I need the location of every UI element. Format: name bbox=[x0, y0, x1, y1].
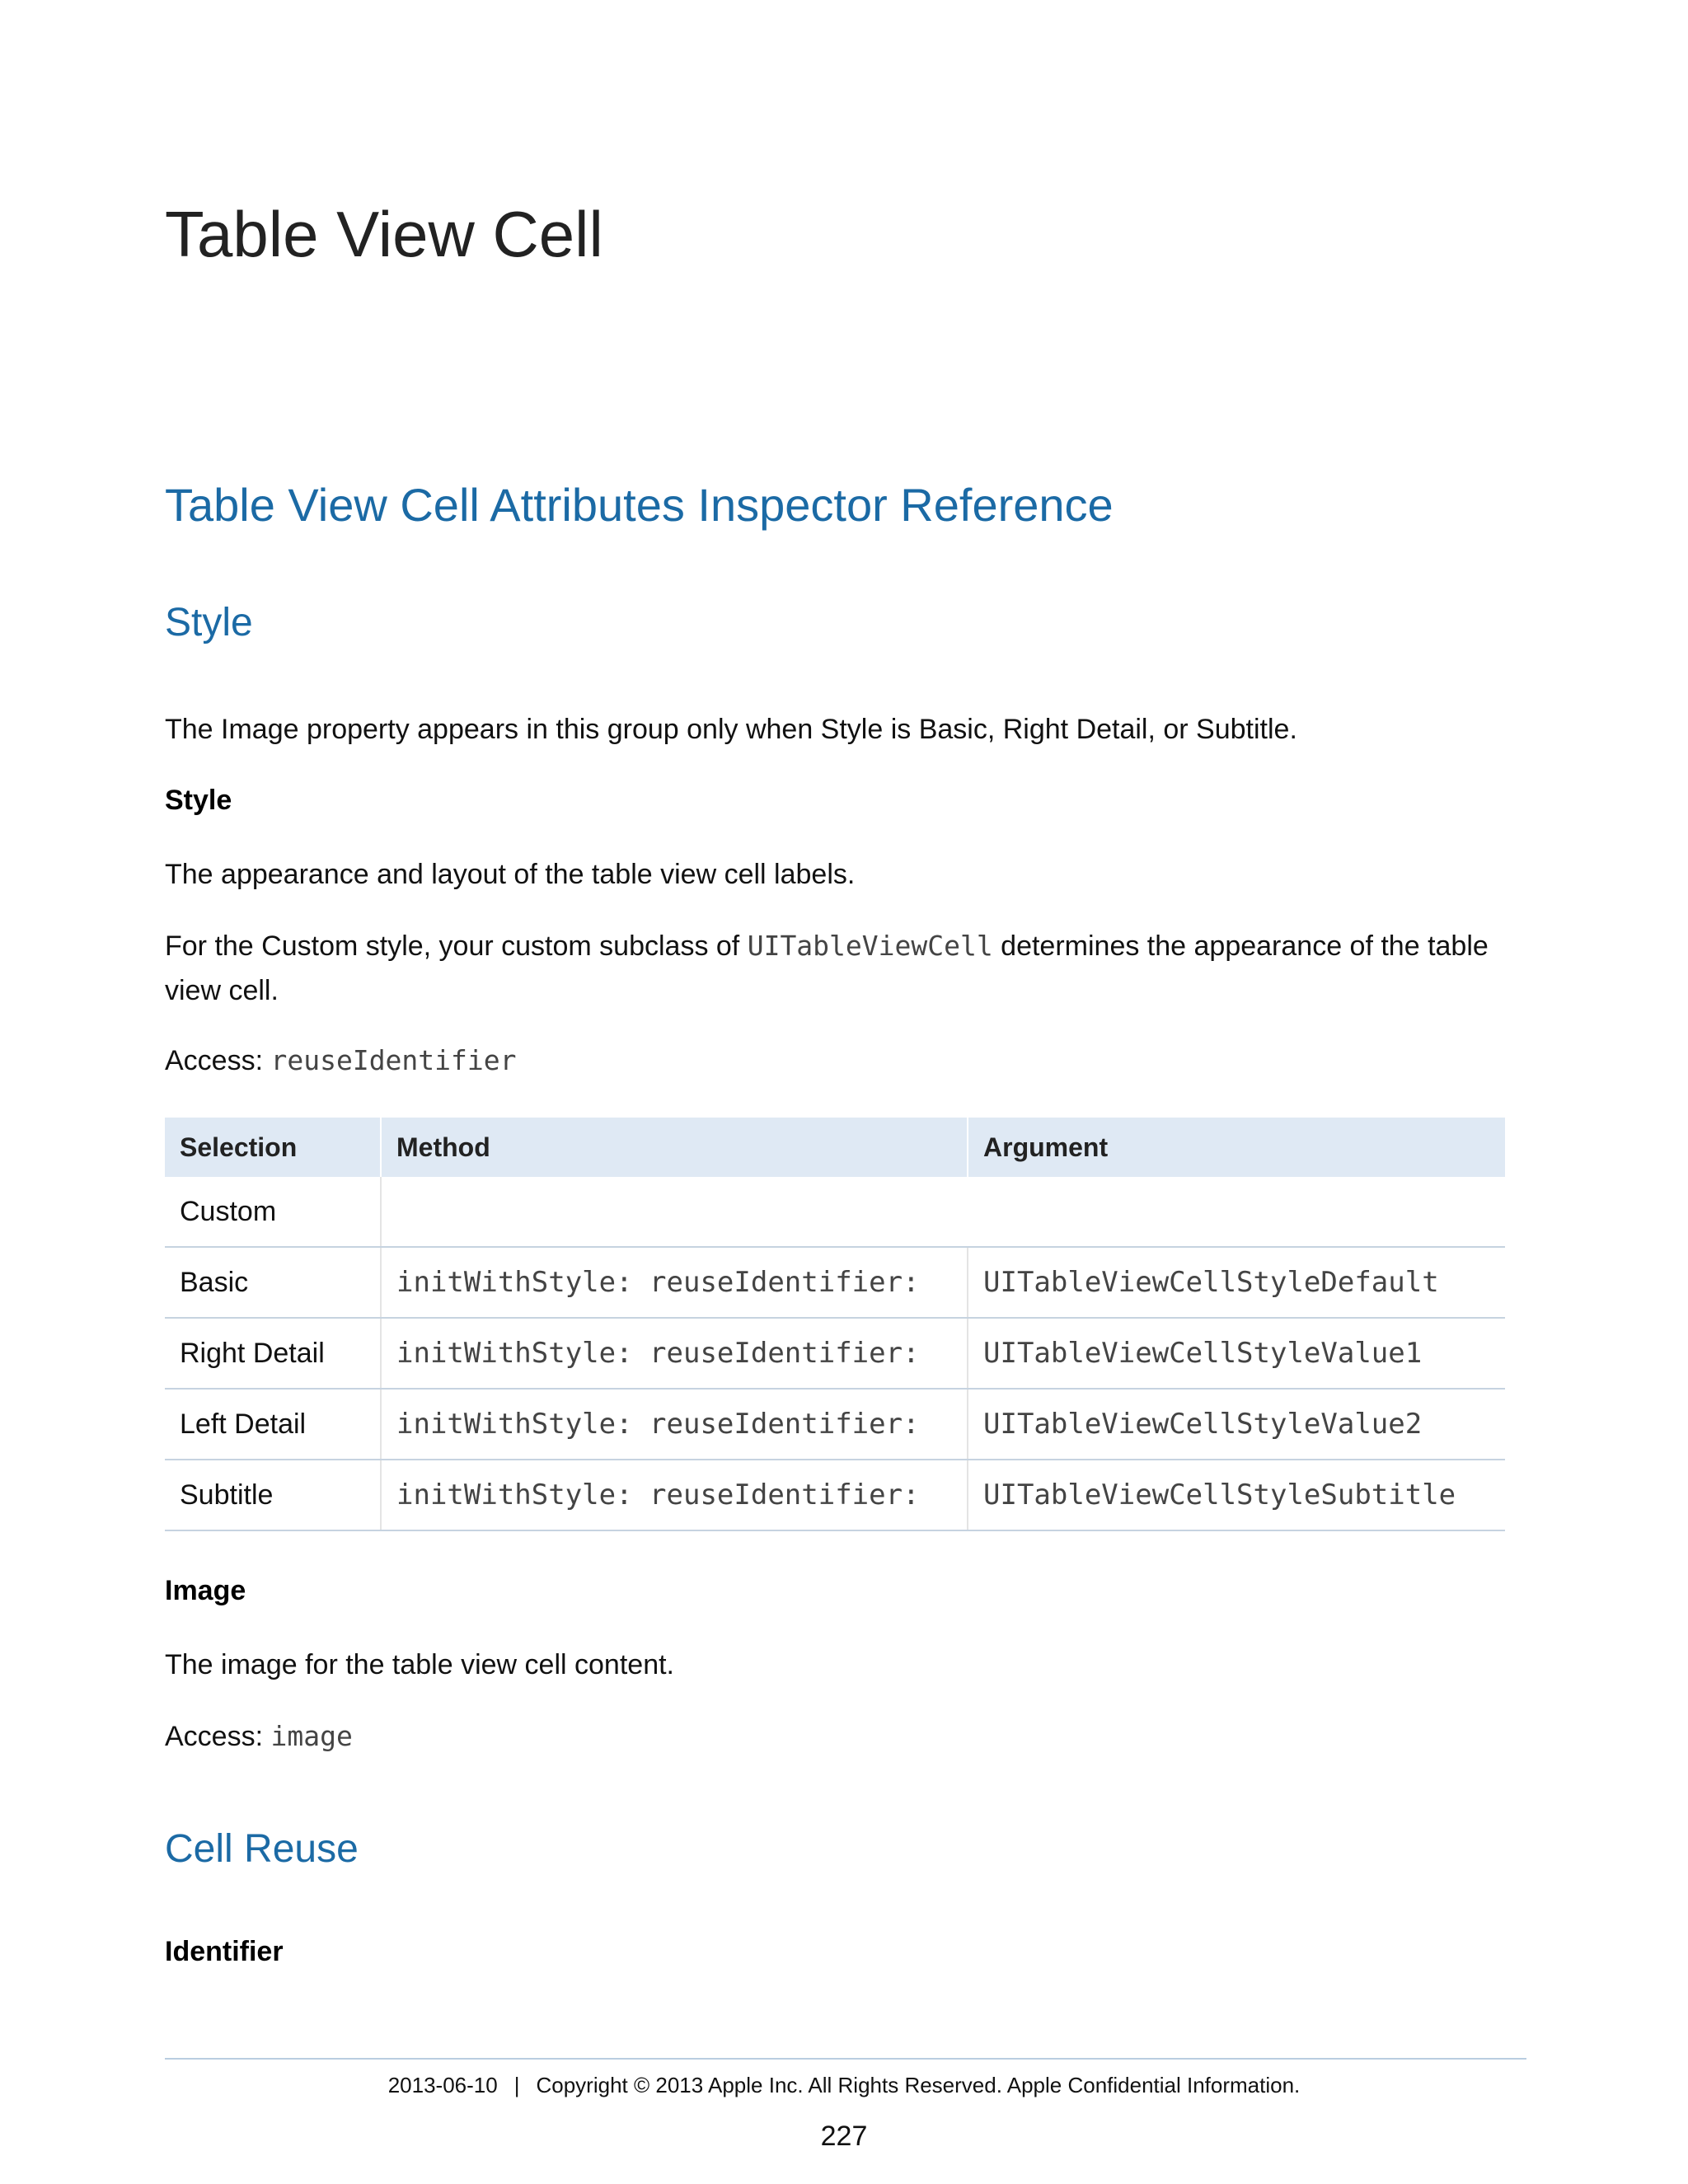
footer bbox=[0, 2070, 1688, 2100]
cell-argument: UITableViewCellStyleValue2 bbox=[968, 1389, 1505, 1460]
style-intro: The Image property appears in this group only when Style is Basic, Right Detail, or Subtitle. bbox=[165, 714, 1297, 745]
style-attribute-name: Style bbox=[165, 785, 232, 816]
access-code: reuseIdentifier bbox=[270, 1044, 517, 1076]
table-header-row bbox=[165, 1118, 1505, 1177]
custom-style-note bbox=[165, 924, 1517, 1013]
style-access-line bbox=[165, 1038, 1517, 1083]
access-label: Access: bbox=[165, 1045, 271, 1076]
style-table bbox=[165, 1118, 1505, 1531]
footer-date: 2013-06-10 bbox=[387, 2073, 498, 2097]
cell-selection: Custom bbox=[165, 1177, 381, 1247]
cell-selection: Subtitle bbox=[165, 1460, 381, 1530]
header-method: Method bbox=[381, 1118, 968, 1177]
cell-selection: Basic bbox=[165, 1247, 381, 1318]
image-attribute-name: Image bbox=[165, 1575, 246, 1606]
cell-method: initWithStyle: reuseIdentifier: bbox=[381, 1318, 968, 1389]
access-label: Access: bbox=[165, 1721, 271, 1752]
image-access-line bbox=[165, 1714, 1517, 1759]
style-heading: Style bbox=[165, 601, 253, 644]
footer-separator: | bbox=[513, 2073, 520, 2097]
cell-method: initWithStyle: reuseIdentifier: bbox=[381, 1389, 968, 1460]
cell-argument: UITableViewCellStyleValue1 bbox=[968, 1318, 1505, 1389]
style-attribute-description: The appearance and layout of the table view cell labels. bbox=[165, 859, 856, 890]
header-selection: Selection bbox=[165, 1118, 381, 1177]
table-row bbox=[165, 1318, 1505, 1389]
page-number: 227 bbox=[820, 2121, 868, 2152]
custom-note-post: determines the appearance of the table view cell. bbox=[165, 930, 1489, 1006]
identifier-attribute-name: Identifier bbox=[165, 1936, 284, 1967]
footer-copyright: Copyright © 2013 Apple Inc. All Rights Reserved. Apple Confidential Information. bbox=[536, 2073, 1301, 2097]
cell-argument: UITableViewCellStyleSubtitle bbox=[968, 1460, 1505, 1530]
table-row bbox=[165, 1460, 1505, 1530]
section-title: Table View Cell Attributes Inspector Reference bbox=[165, 479, 1114, 531]
cell-method bbox=[381, 1177, 968, 1247]
cell-selection: Left Detail bbox=[165, 1389, 381, 1460]
table-row bbox=[165, 1389, 1505, 1460]
image-attribute-description: The image for the table view cell content. bbox=[165, 1649, 674, 1680]
custom-note-pre: For the Custom style, your custom subclass of bbox=[165, 930, 748, 962]
cell-argument bbox=[968, 1177, 1505, 1247]
cell-argument: UITableViewCellStyleDefault bbox=[968, 1247, 1505, 1318]
footer-divider bbox=[165, 2058, 1526, 2060]
cell-reuse-heading: Cell Reuse bbox=[165, 1827, 359, 1871]
table-row bbox=[165, 1247, 1505, 1318]
cell-selection: Right Detail bbox=[165, 1318, 381, 1389]
cell-method: initWithStyle: reuseIdentifier: bbox=[381, 1460, 968, 1530]
cell-method: initWithStyle: reuseIdentifier: bbox=[381, 1247, 968, 1318]
table-row bbox=[165, 1177, 1505, 1247]
access-code: image bbox=[270, 1720, 353, 1752]
header-argument: Argument bbox=[968, 1118, 1505, 1177]
uitableviewcell-code: UITableViewCell bbox=[747, 930, 993, 962]
chapter-title: Table View Cell bbox=[165, 198, 603, 270]
